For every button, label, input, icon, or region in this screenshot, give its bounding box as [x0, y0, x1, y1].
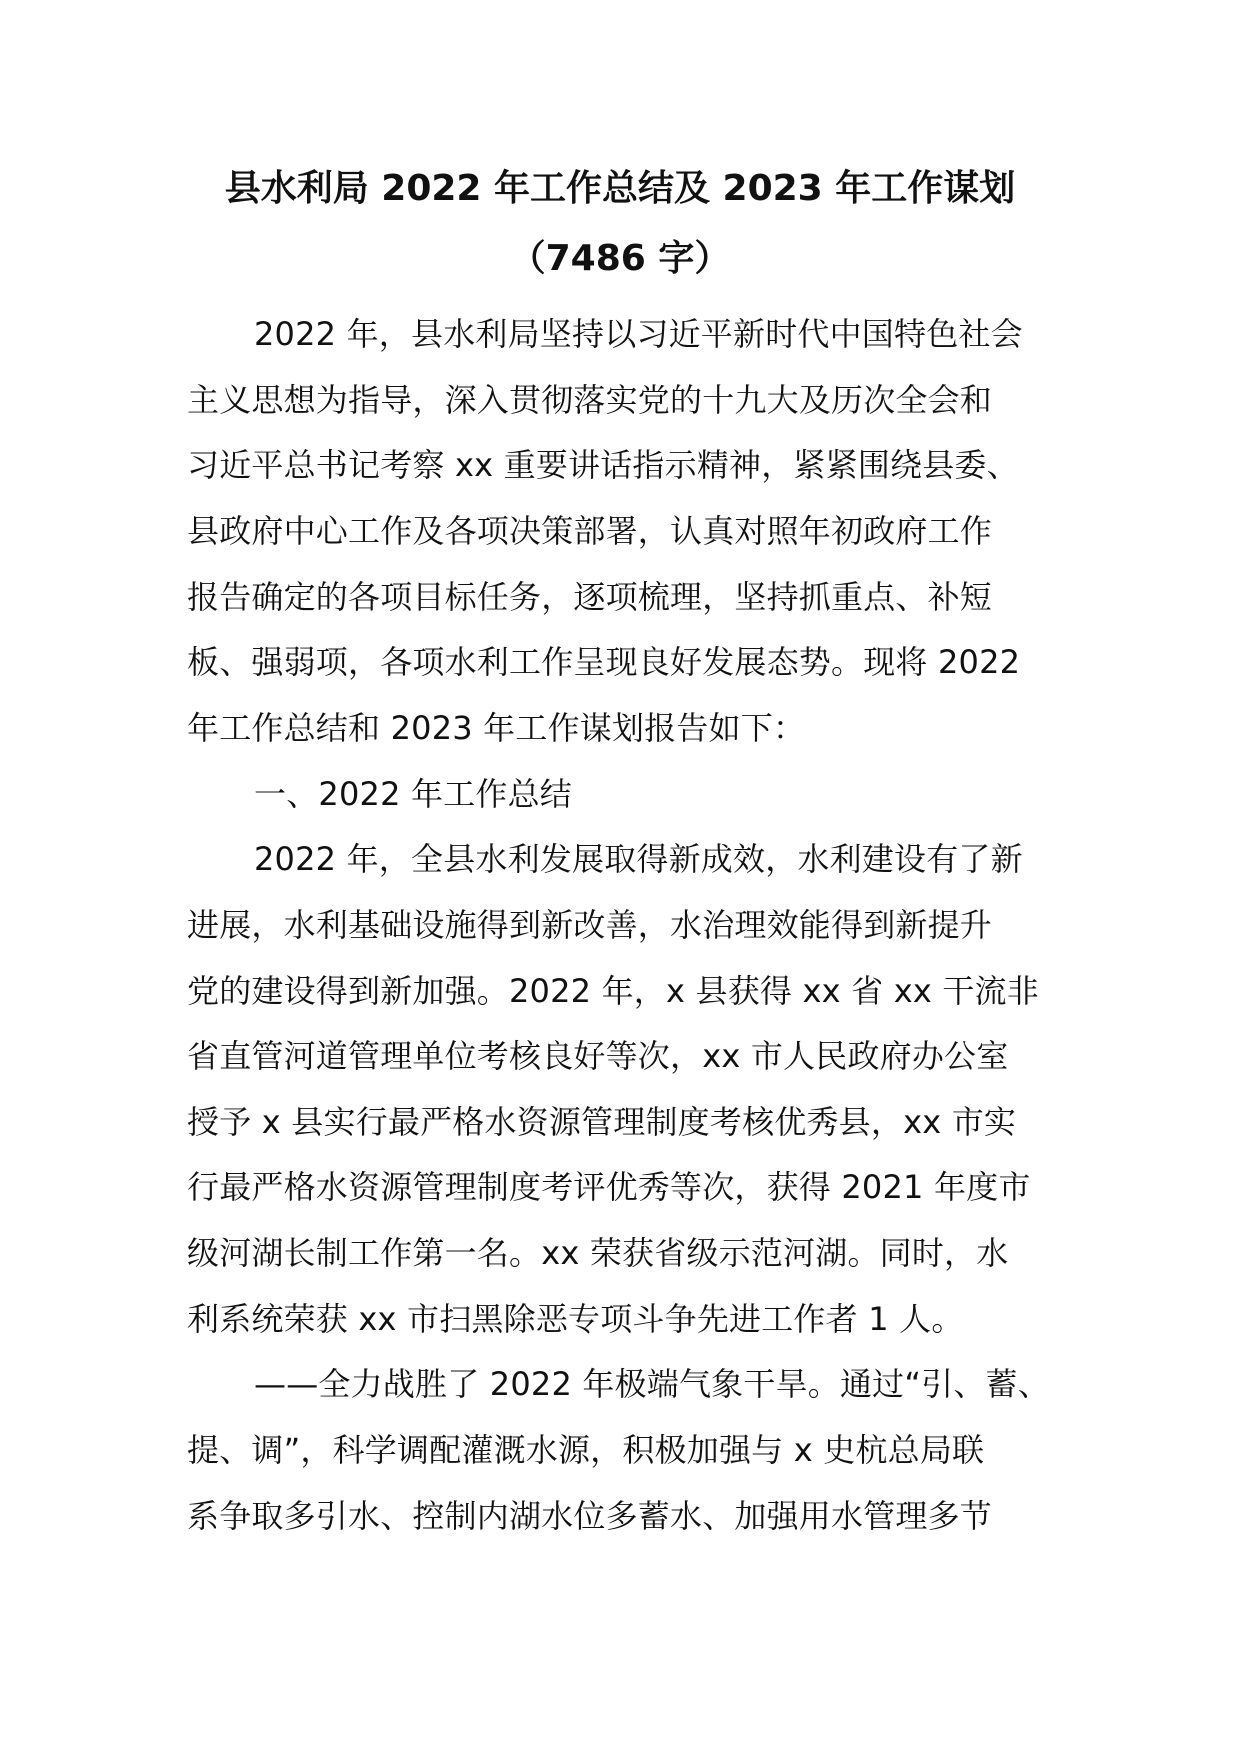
paragraph-drought-line-1: ——全力战胜了 2022 年极端气象干旱。通过“引、蓄、	[254, 1365, 1050, 1403]
document-title: 县水利局 2022 年工作总结及 2023 年工作谋划	[224, 168, 1016, 209]
paragraph-summary-line-7: 级河湖长制工作第一名。xx 荣获省级示范河湖。同时，水	[187, 1234, 1009, 1272]
paragraph-drought-line-3: 系争取多引水、控制内湖水位多蓄水、加强用水管理多节	[187, 1497, 993, 1535]
paragraph-summary-line-5: 授予 x 县实行最严格水资源管理制度考核优秀县，xx 市实	[187, 1103, 1017, 1141]
paragraph-drought-line-2: 提、调”，科学调配灌溉水源，积极加强与 x 史杭总局联	[187, 1431, 985, 1469]
paragraph-intro-line-2: 主义思想为指导，深入贯彻落实党的十九大及历次全会和	[187, 381, 993, 419]
paragraph-intro-line-5: 报告确定的各项目标任务，逐项梳理，坚持抓重点、补短	[187, 578, 993, 616]
paragraph-intro-line-6: 板、强弱项，各项水利工作呈现良好发展态势。现将 2022	[187, 643, 1021, 681]
paragraph-summary-line-6: 行最严格水资源管理制度考评优秀等次，获得 2021 年度市	[187, 1168, 1031, 1206]
paragraph-summary-line-8: 利系统荣获 xx 市扫黑除恶专项斗争先进工作者 1 人。	[187, 1300, 964, 1338]
paragraph-intro-line-4: 县政府中心工作及各项决策部署，认真对照年初政府工作	[187, 512, 993, 550]
paragraph-summary-line-2: 进展，水利基础设施得到新改善，水治理效能得到新提升	[187, 906, 993, 944]
paragraph-summary-line-1: 2022 年，全县水利发展取得新成效，水利建设有了新	[254, 840, 1023, 878]
paragraph-intro-line-7: 年工作总结和 2023 年工作谋划报告如下：	[187, 709, 806, 747]
paragraph-summary-line-4: 省直管河道管理单位考核良好等次，xx 市人民政府办公室	[187, 1037, 1009, 1075]
paragraph-intro-line-3: 习近平总书记考察 xx 重要讲话指示精神，紧紧围绕县委、	[187, 446, 1019, 484]
document-subtitle-word-count: （7486 字）	[509, 238, 731, 279]
paragraph-intro-line-1: 2022 年，县水利局坚持以习近平新时代中国特色社会	[254, 315, 1023, 353]
section-heading: 一、2022 年工作总结	[254, 775, 573, 813]
paragraph-summary-line-3: 党的建设得到新加强。2022 年，x 县获得 xx 省 xx 干流非	[187, 972, 1039, 1010]
